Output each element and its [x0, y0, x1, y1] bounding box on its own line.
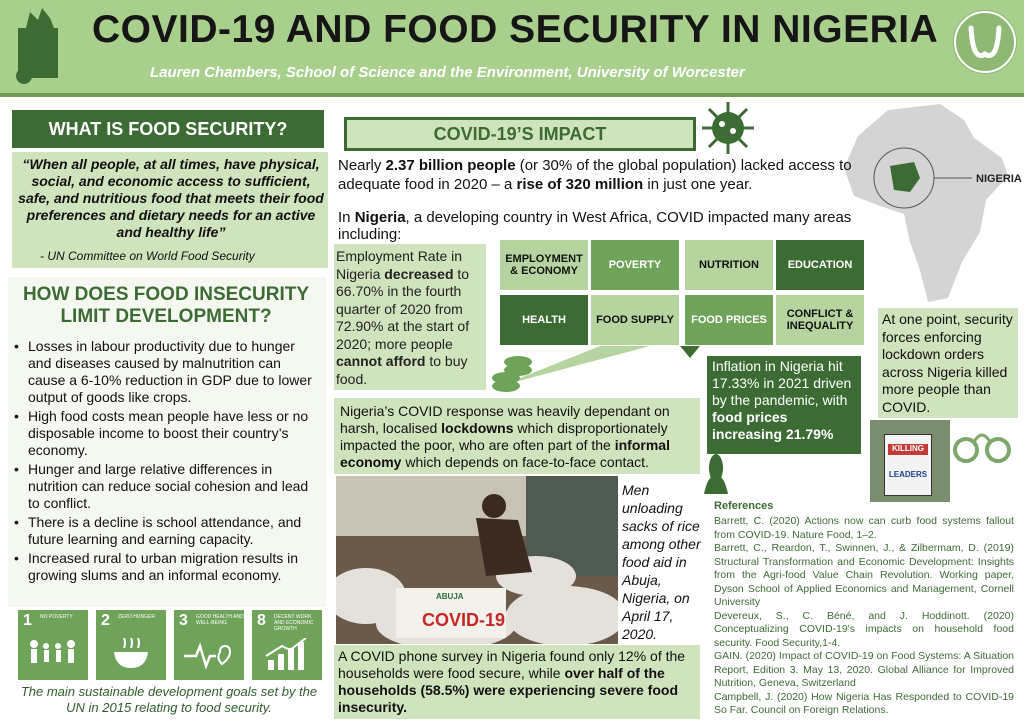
sdg-label: DECENT WORK AND ECONOMIC GROWTH [274, 614, 314, 632]
sdg-number: 2 [101, 612, 110, 629]
area-employment: EMPLOYMENT & ECONOMY [500, 240, 588, 290]
quote-attribution: - UN Committee on World Food Security [40, 249, 255, 263]
family-icon [28, 638, 78, 672]
inflation-text: Inflation in Nigeria hit 17.33% in 2021 driven by the pandemic, with food prices increasing 21.79% [712, 358, 852, 442]
heartbeat-icon [184, 638, 234, 672]
list-item: • Losses in labour productivity due to hunger and diseases caused by malnutrition can cause a 6-10% reduction in GDP due to lower output of goods like crops. [14, 338, 322, 406]
phone-survey-text: A COVID phone survey in Nigeria found only 12% of the households were food secure, while over half of the households (58.5%) were experiencing severe food insecurity. [338, 648, 686, 715]
area-nutrition: NUTRITION [685, 240, 773, 290]
sack-label: COVID-19 [422, 610, 506, 630]
sdg-tile-8 [252, 610, 322, 680]
sdg-number: 3 [179, 612, 188, 629]
list-item: • High food costs mean people have less or no disposable income to boost their country’s economy. [14, 408, 322, 459]
header-stripe [0, 93, 1024, 97]
university-logo-icon [953, 10, 1017, 74]
corn-icon [702, 452, 730, 501]
sdg-tile-3 [174, 610, 244, 680]
area-conflict: CONFLICT & INEQUALITY [776, 295, 864, 345]
conflict-text: At one point, security forces enforcing lockdown orders across Nigeria killed more people than COVID. [882, 311, 1013, 415]
list-item: • Increased rural to urban migration results in growing slums and an informal economy. [14, 550, 322, 584]
sdg-number: 8 [257, 612, 266, 629]
food-aid-photo [336, 476, 618, 644]
bowl-icon [106, 638, 156, 672]
area-education: EDUCATION [776, 240, 864, 290]
reference-item: Campbell, J. (2020) How Nigeria Has Responded to COVID-19 So Far. Council on Foreign Relations. [714, 690, 1014, 716]
sack-label-top: ABUJA [436, 592, 464, 601]
area-food-prices: FOOD PRICES [685, 295, 773, 345]
reference-item: Devereux, S., C. Béné, and J. Hoddinott. (2020) Conceptualizing COVID-19's impacts on household food security. Food Security,1-4. [714, 609, 1014, 649]
poster-subtitle: Lauren Chambers, School of Science and the Environment, University of Worcester [150, 64, 745, 81]
global-hunger-stat: Nearly 2.37 billion people (or 30% of the global population) lacked access to adequate food in 2020 – a rise of 320 million in just one year. [338, 157, 852, 193]
references-list [714, 515, 1014, 718]
references-heading: References [714, 500, 774, 512]
insecurity-heading: HOW DOES FOOD INSECURITY LIMIT DEVELOPMENT? [22, 284, 310, 327]
poster-title: COVID-19 AND FOOD SECURITY IN NIGERIA [92, 8, 939, 51]
list-item: • Hunger and large relative differences in nutrition can reduce social cohesion and lead to conflict. [14, 461, 322, 512]
impact-heading: COVID-19’S IMPACT [344, 117, 696, 151]
list-item: • There is a decline is school attendance, and future learning and earning capacity. [14, 514, 322, 548]
africa-map-icon [840, 102, 1020, 312]
virus-icon [700, 100, 756, 161]
food-security-heading: WHAT IS FOOD SECURITY? [12, 110, 324, 148]
handcuffs-icon [952, 422, 1012, 473]
area-health: HEALTH [500, 295, 588, 345]
photo-caption: Men unloading sacks of rice among other food aid in Abuja, Nigeria, on April 17, 2020. [622, 482, 701, 642]
sdg-tile-1 [18, 610, 88, 680]
area-poverty: POVERTY [591, 240, 679, 290]
food-security-quote: “When all people, at all times, have physical, social, and economic access to sufficient, safe, and nutritious food that meets their food preferences and dietary needs for an active and healthy life” [18, 156, 324, 240]
sdg-caption: The main sustainable development goals set by the UN in 2015 relating to food security. [20, 684, 318, 715]
sdg-label: ZERO HUNGER [118, 614, 155, 620]
insecurity-list [14, 338, 322, 586]
reference-item: GAIN. (2020) Impact of COVID-19 on Food Systems: A Situation Report, Edition 3. May 13, 2020. Global Alliance for Improved Nutrition, Geneva, Switzerland [714, 650, 1014, 689]
reference-item: Barrett, C., Reardon, T., Swinnen, J., & Zilbermam, D. (2019) Structural Transformation and Economic Development: Insights from the Agri-food Value Chain Revolution. Working paper, Dyson School of Applied Economics and Management, Cornell University [714, 542, 1014, 608]
area-food-supply: FOOD SUPPLY [591, 295, 679, 345]
coins-icon [488, 352, 536, 399]
nigeria-intro: In Nigeria, a developing country in West Africa, COVID impacted many areas including: [338, 209, 852, 243]
growth-chart-icon [262, 638, 312, 672]
reference-item: Barrett, C. (2020) Actions now can curb food systems fallout from COVID-19. Nature Food, 1–2. [714, 515, 1014, 541]
employment-text: Employment Rate in Nigeria decreased to 66.70% in the fourth quarter of 2020 from 72.90% at the start of 2020; more people cannot afford to buy food. [336, 248, 470, 387]
sdg-label: GOOD HEALTH AND WELL-BEING [196, 614, 244, 626]
protest-sign-text: LEADERS [888, 470, 928, 479]
sdg-label: NO POVERTY [40, 614, 73, 620]
sdg-number: 1 [23, 612, 32, 629]
protest-sign-text: KILLING [888, 444, 928, 455]
lockdown-text: Nigeria’s COVID response was heavily dependant on harsh, localised lockdowns which disproportionately impacted the poor, who are often part of the informal economy which depends on face-to-face contact. [340, 403, 670, 470]
grocery-bag-icon [8, 6, 68, 86]
map-label: NIGERIA [976, 173, 1022, 185]
protest-photo [870, 420, 950, 502]
sdg-tile-2 [96, 610, 166, 680]
